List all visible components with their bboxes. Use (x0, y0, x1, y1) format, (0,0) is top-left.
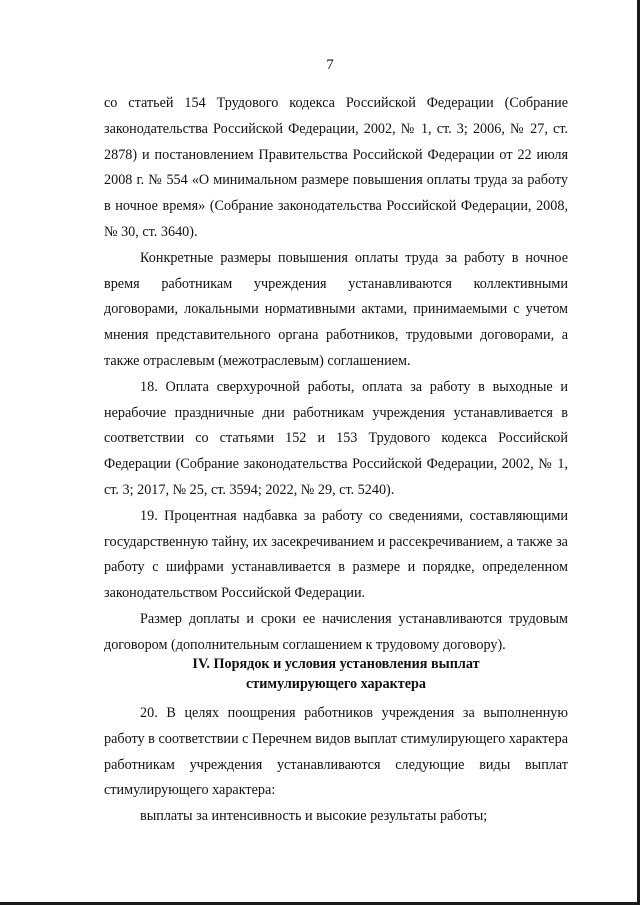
body-text-after-section (104, 701, 568, 830)
paragraph-intensity-payments: выплаты за интенсивность и высокие результаты работы; (140, 808, 488, 825)
paragraph-additional-payment: Размер доплаты и сроки ее начисления устанавливаются трудовым договором (дополнительным соглашением к трудовому договору). (104, 610, 568, 653)
paragraph-item-20: 20. В целях поощрения работников учреждения за выполненную работу в соответствии с Перечнем видов выплат стимулирующего характера работникам учреждения устанавливаются следующие виды выплат стимулирующего характера: (104, 705, 568, 799)
paragraph-item-18: 18. Оплата сверхурочной работы, оплата за работу в выходные и нерабочие праздничные дни работникам учреждения устанавливается в соответствии со статьями 152 и 153 Трудового кодекса Российской Федерации (Собрание законодательства Российской Федерации, 2002, № 1, ст. 3; 2017, № 25, ст. 3594; 2022, № 29, ст. 5240). (104, 378, 568, 498)
page-number: 7 (326, 57, 334, 73)
paragraph-continuation: со статьей 154 Трудового кодекса Российской Федерации (Собрание законодательства Российской Федерации, 2002, № 1, ст. 3; 2006, № 27, ст. 2878) и постановлением Правительства Российской Федерации от 22 июля 2008 г. № 554 «О минимальном размере повышения оплаты труда за работу в ночное время» (Собрание законодательства Российской Федерации, 2008, № 30, ст. 3640). (104, 95, 568, 240)
section-heading (104, 654, 568, 694)
body-text-before-section (104, 91, 568, 659)
section-heading-line-1: IV. Порядок и условия установления выплат (192, 656, 480, 672)
section-heading-line-2: стимулирующего характера (245, 676, 427, 692)
paragraph-night-work-rates: Конкретные размеры повышения оплаты труда за работу в ночное время работникам учреждения устанавливаются коллективными договорами, локальными нормативными актами, принимаемыми с учетом мнения представительного органа работников, трудовыми договорами, а также отраслевым (межотраслевым) соглашением. (104, 249, 568, 369)
paragraph-item-19: 19. Процентная надбавка за работу со сведениями, составляющими государственную тайну, их засекречиванием и рассекречиванием, а также за работу с шифрами устанавливается в размере и порядке, определенном законодательством Российской Федерации. (104, 507, 568, 602)
